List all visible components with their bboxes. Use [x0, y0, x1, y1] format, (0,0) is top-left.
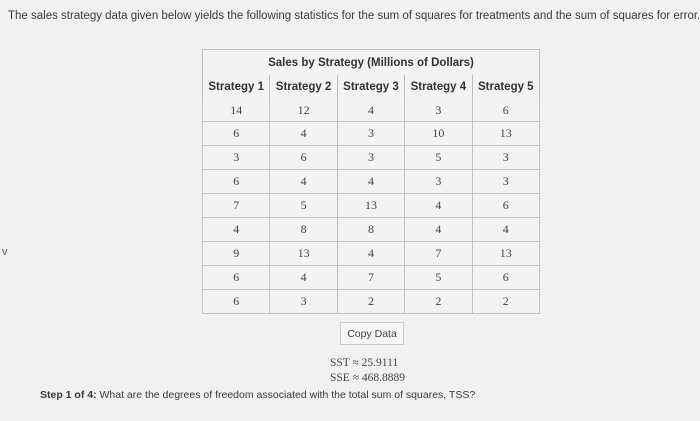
table-cell: 4 — [270, 266, 337, 290]
table-cell: 4 — [337, 99, 404, 122]
column-header: Strategy 3 — [337, 75, 404, 99]
step-label: Step 1 of 4: — [40, 389, 97, 401]
table-cell: 4 — [337, 170, 404, 194]
table-cell: 5 — [270, 194, 337, 218]
column-header: Strategy 5 — [472, 75, 539, 99]
table-cell: 13 — [337, 194, 404, 218]
table-row — [203, 266, 540, 290]
table-cell: 4 — [405, 218, 472, 242]
table-cell: 14 — [203, 99, 270, 122]
table-cell: 3 — [203, 146, 270, 170]
table-cell: 3 — [472, 170, 539, 194]
table-cell: 3 — [337, 146, 404, 170]
table-cell: 13 — [270, 242, 337, 266]
table-cell: 4 — [337, 242, 404, 266]
table-cell: 7 — [337, 266, 404, 290]
table-cell: 5 — [405, 146, 472, 170]
table-cell: 3 — [472, 146, 539, 170]
sst-value: SST ≈ 25.9111 — [330, 357, 399, 369]
table-cell: 6 — [203, 266, 270, 290]
table-cell: 3 — [405, 170, 472, 194]
table-cell: 13 — [472, 242, 539, 266]
table-row — [203, 218, 540, 242]
chevron-icon[interactable]: v — [2, 246, 8, 258]
sales-data-table-container — [202, 49, 540, 314]
table-row — [203, 194, 540, 218]
table-cell: 4 — [270, 170, 337, 194]
column-header: Strategy 2 — [270, 75, 337, 99]
table-cell: 12 — [270, 99, 337, 122]
table-cell: 4 — [270, 122, 337, 146]
table-cell: 5 — [405, 266, 472, 290]
table-cell: 4 — [472, 218, 539, 242]
copy-data-button[interactable]: Copy Data — [340, 322, 404, 345]
table-cell: 6 — [472, 266, 539, 290]
table-cell: 7 — [405, 242, 472, 266]
table-row — [203, 122, 540, 146]
table-cell: 3 — [270, 290, 337, 314]
table-cell: 6 — [203, 170, 270, 194]
table-cell: 6 — [270, 146, 337, 170]
sse-value: SSE ≈ 468.8889 — [330, 372, 406, 384]
table-row — [203, 99, 540, 122]
table-caption: Sales by Strategy (Millions of Dollars) — [203, 50, 540, 76]
table-cell: 4 — [405, 194, 472, 218]
table-cell: 6 — [472, 99, 539, 122]
table-header-row — [203, 75, 540, 99]
table-cell: 2 — [337, 290, 404, 314]
table-cell: 3 — [337, 122, 404, 146]
column-header: Strategy 1 — [203, 75, 270, 99]
column-header: Strategy 4 — [405, 75, 472, 99]
table-cell: 7 — [203, 194, 270, 218]
step-question-text: What are the degrees of freedom associated with the total sum of squares, TSS? — [96, 389, 476, 401]
table-cell: 4 — [203, 218, 270, 242]
table-cell: 3 — [405, 99, 472, 122]
problem-intro-text: The sales strategy data given below yields the following statistics for the sum of squares for treatments and the sum of squares for error. — [8, 10, 700, 22]
table-cell: 2 — [472, 290, 539, 314]
table-cell: 8 — [270, 218, 337, 242]
table-row — [203, 242, 540, 266]
table-row — [203, 146, 540, 170]
table-cell: 6 — [203, 290, 270, 314]
table-cell: 10 — [405, 122, 472, 146]
table-cell: 6 — [203, 122, 270, 146]
table-cell: 6 — [472, 194, 539, 218]
table-cell: 9 — [203, 242, 270, 266]
sales-data-table — [202, 49, 540, 314]
table-cell: 13 — [472, 122, 539, 146]
table-row — [203, 170, 540, 194]
table-row — [203, 290, 540, 314]
table-cell: 2 — [405, 290, 472, 314]
table-cell: 8 — [337, 218, 404, 242]
step-question — [40, 389, 475, 401]
